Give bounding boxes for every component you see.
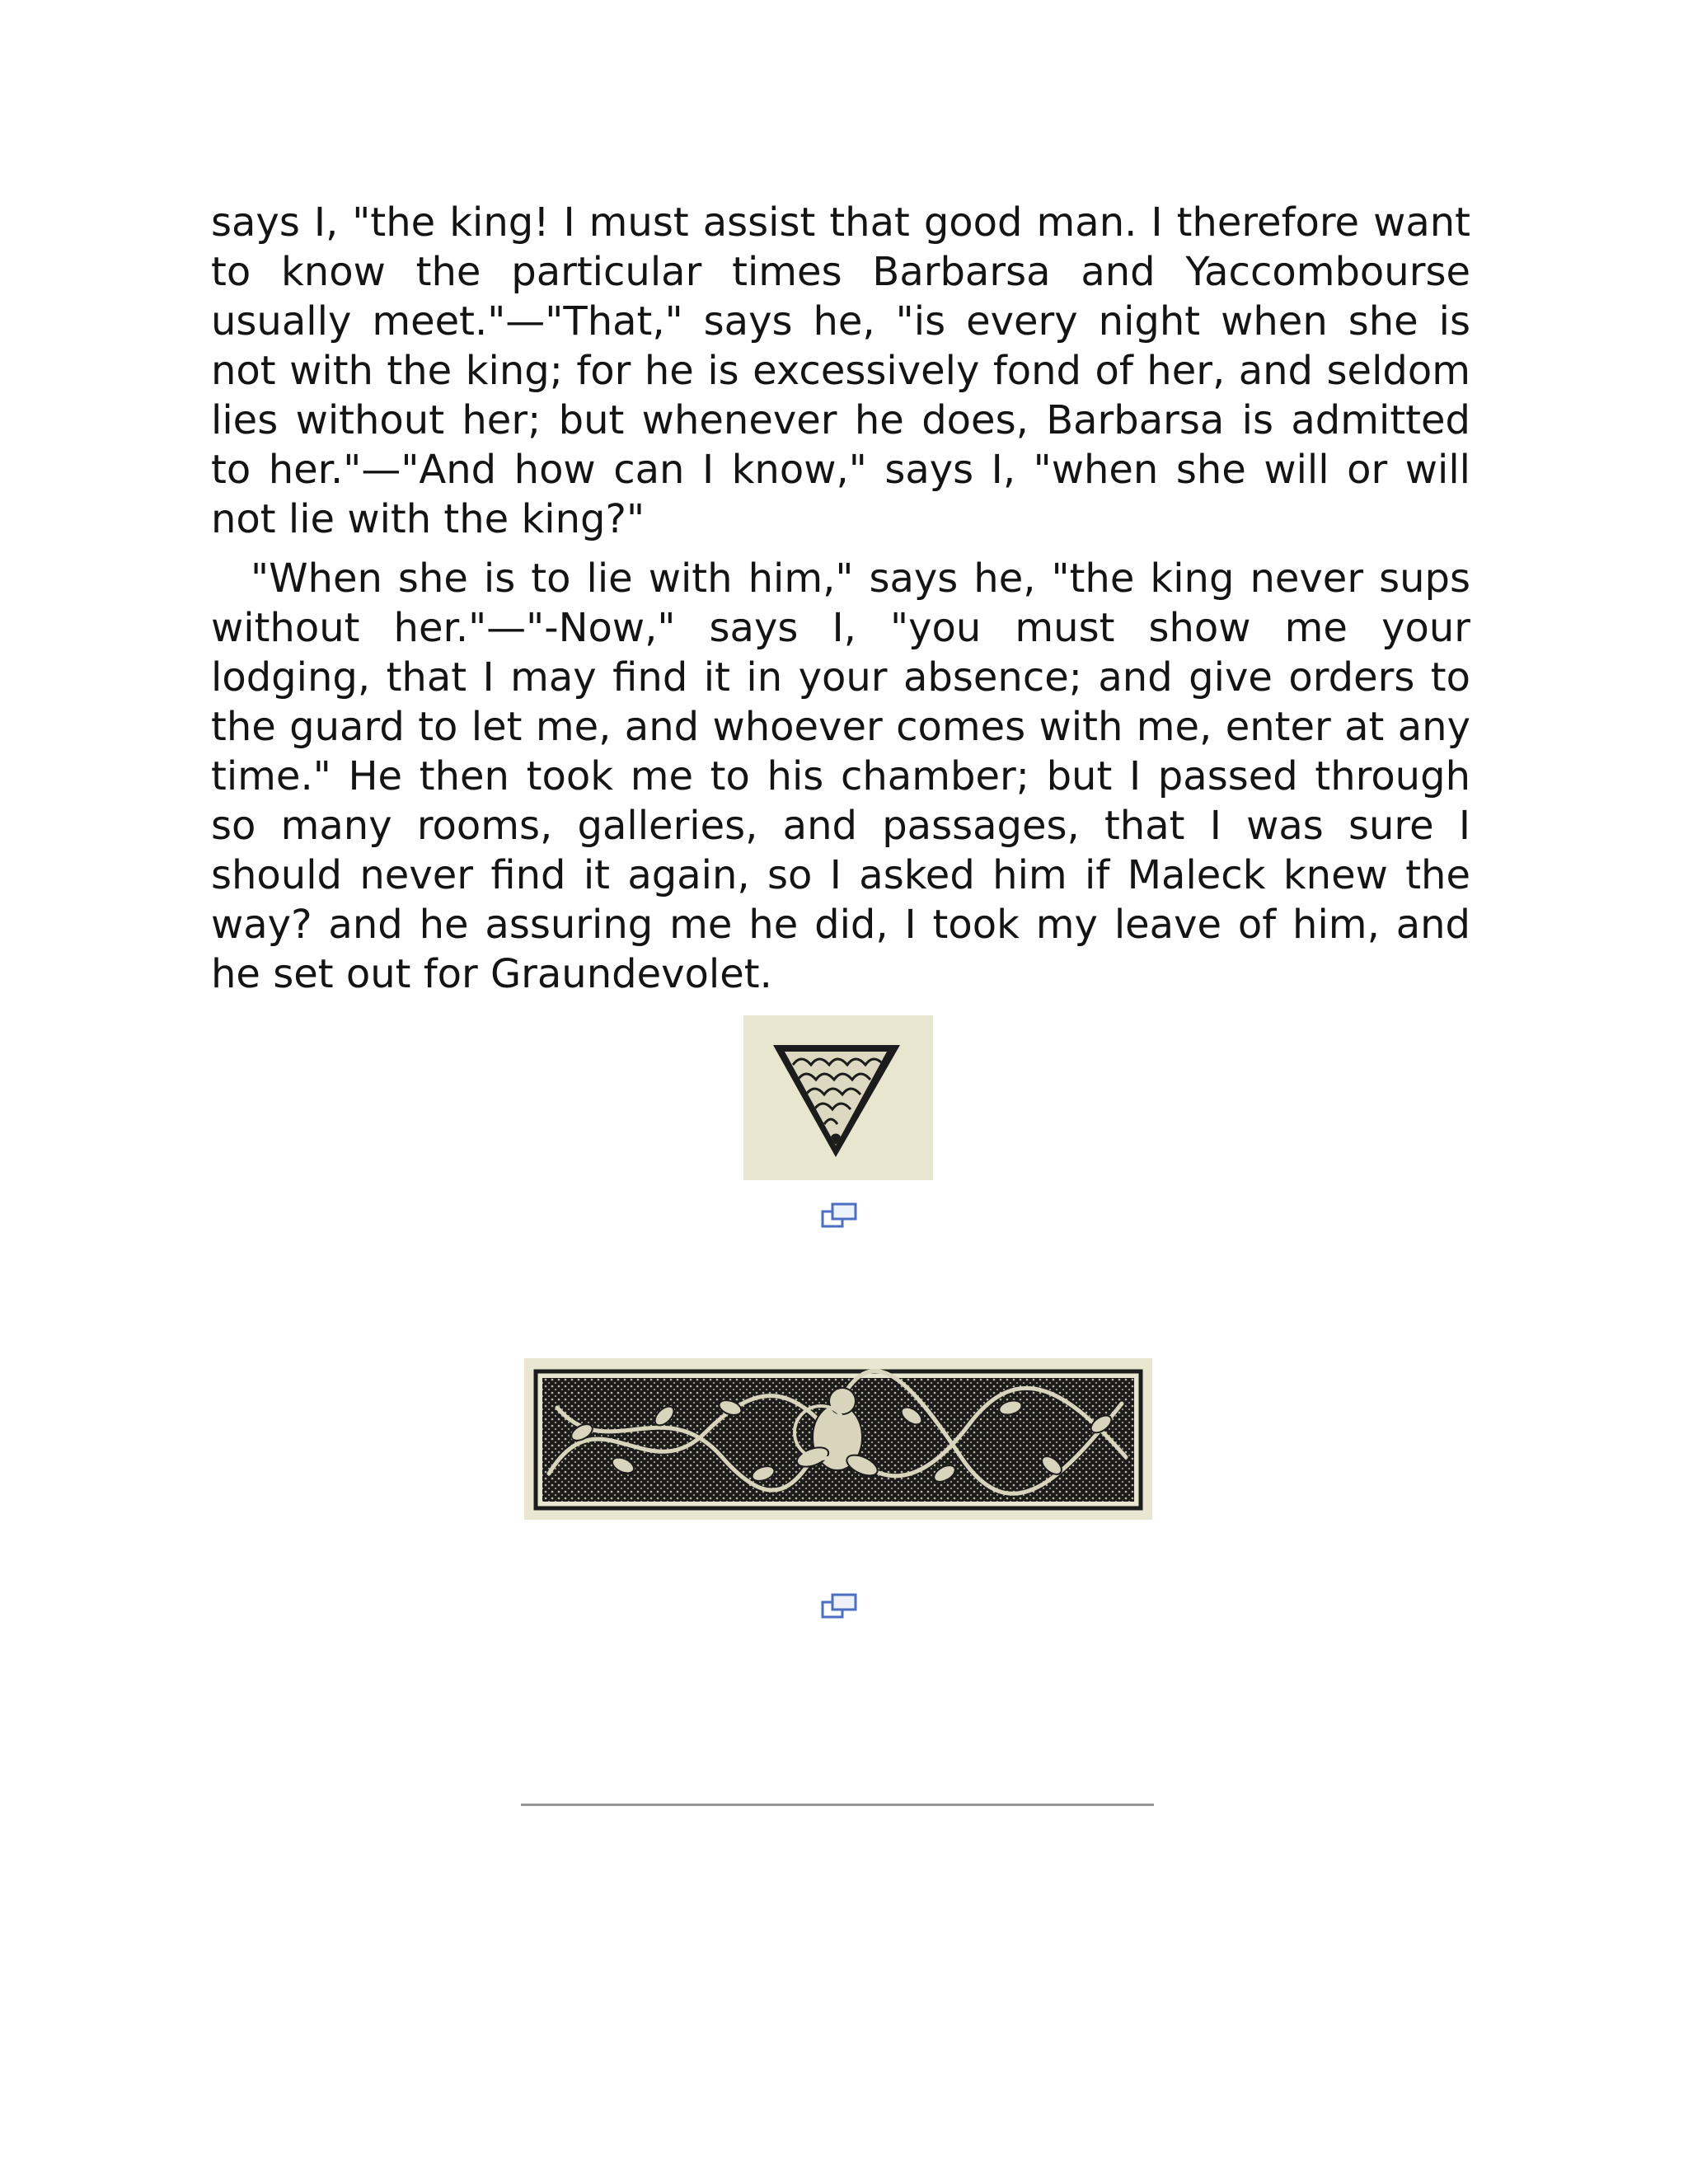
triangle-ornament-image xyxy=(743,1015,933,1180)
body-text xyxy=(211,198,1470,999)
vine-border-ornament-image xyxy=(524,1358,1152,1520)
image-placeholder-icon[interactable] xyxy=(821,1202,857,1230)
triangle-ornament-graphic xyxy=(743,1015,933,1180)
vine-border-ornament-graphic xyxy=(524,1358,1152,1520)
horizontal-rule xyxy=(521,1803,1154,1807)
image-placeholder-icon[interactable] xyxy=(821,1592,857,1620)
paragraph-2: "When she is to lie with him," says he, "the king never sups without her."—"-Now," says I, "you must show me your lodging, that I may find it in your absence; and give orders to the guard to let me, and whoever comes with me, enter at any time." He then took me to his chamber; but I passed through so many rooms, galleries, and passages, that I was sure I should never find it again, so I asked him if Maleck knew the way? and he assuring me he did, I took my leave of him, and he set out for Graundevolet. xyxy=(211,555,1470,997)
paragraph-1: says I, "the king! I must assist that good man. I therefore want to know the particular times Barbarsa and Yaccombourse usually meet."—"That," says he, "is every night when she is not with the king; for he is excessively fond of her, and seldom lies without her; but whenever he does, Barbarsa is admitted to her."—"And how can I know," says I, "when she will or will not lie with the king?" xyxy=(211,199,1470,542)
